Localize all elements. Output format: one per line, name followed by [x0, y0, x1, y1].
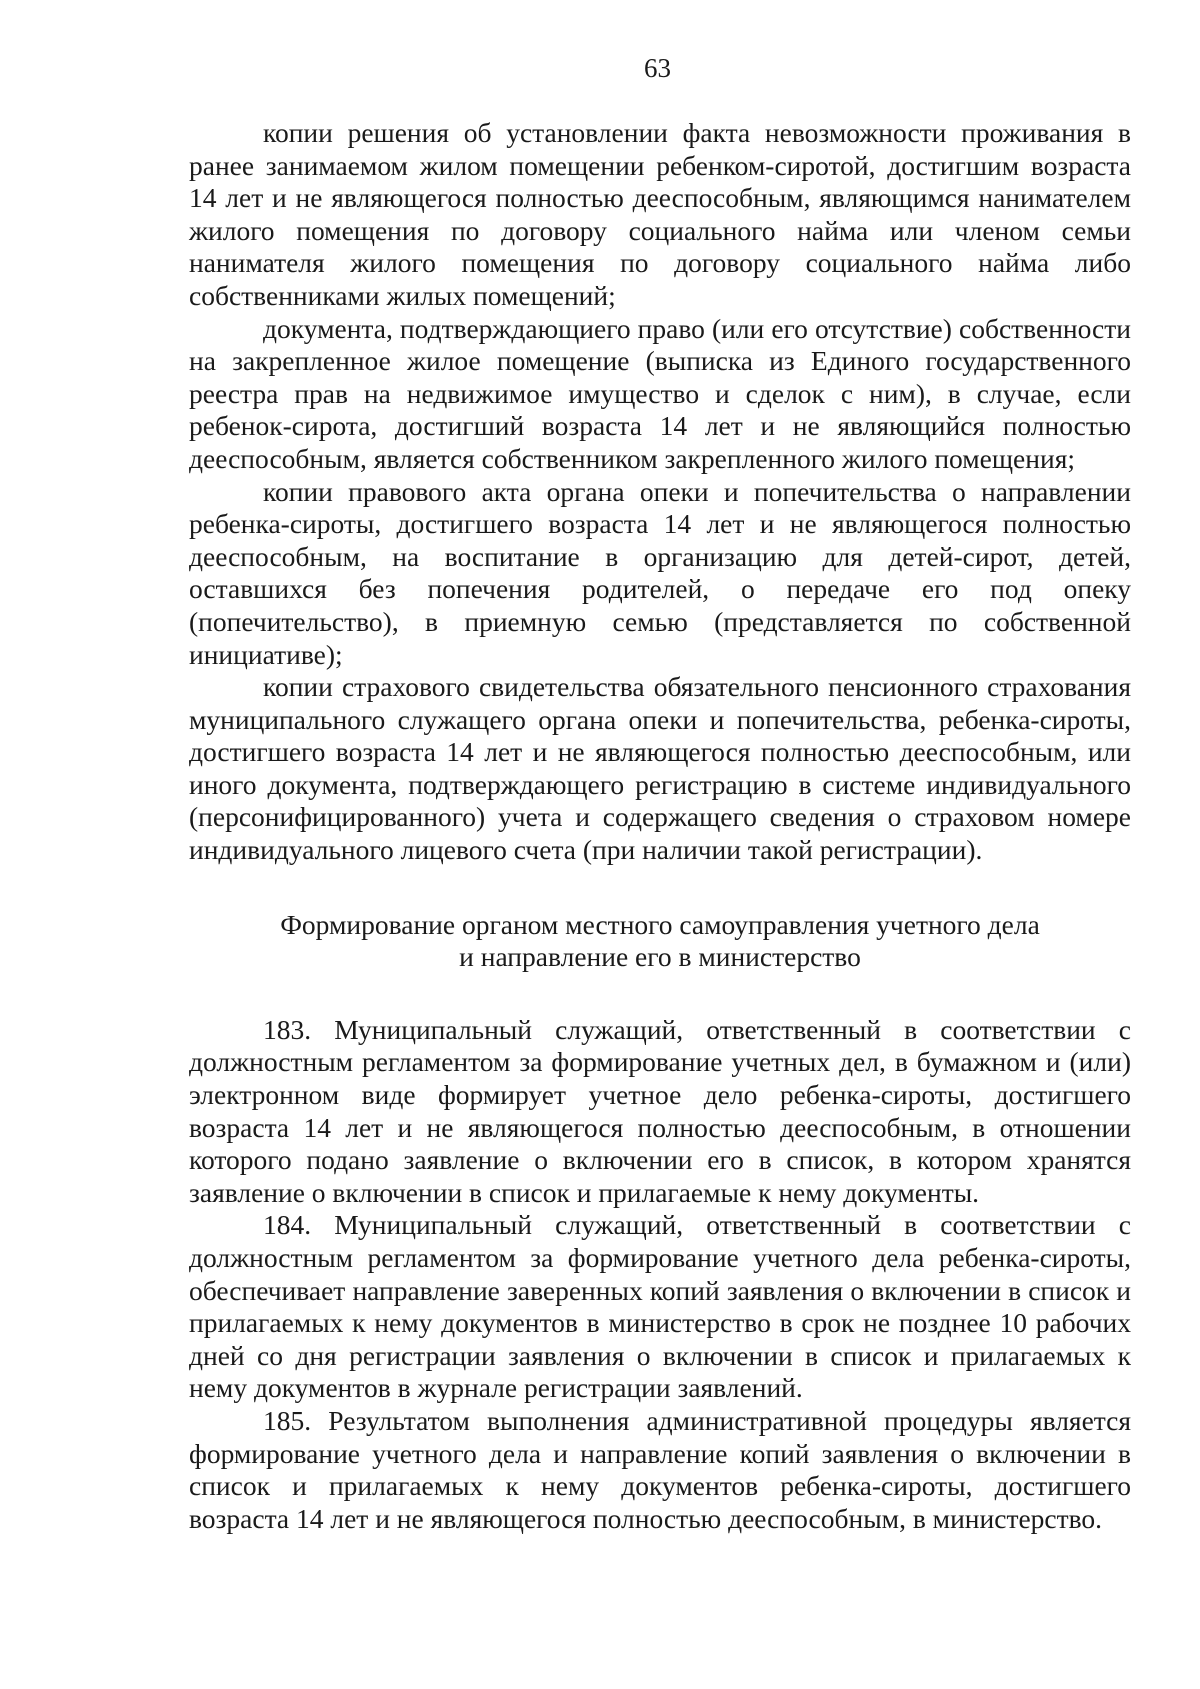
section-heading-line-2: и направление его в министерство — [459, 941, 861, 973]
paragraph-185: 185. Результатом выполнения административной процедуры является формирование учетного дела и направление копий заявления о включении в список и прилагаемых к нему документов ребенка-сироты, достигшего возраста 14 лет и не являющегося полностью дееспособным, в министерство. — [189, 1404, 1131, 1534]
section-heading — [189, 909, 1131, 974]
paragraph-decision-copy: копии решения об установлении факта невозможности проживания в ранее занимаемом жилом помещении ребенком-сиротой, достигшим возраста 14 лет и не являющегося полностью дееспособным, являющимся нанимателем жилого помещения по договору социального найма или членом семьи нанимателя жилого помещения по договору социального найма либо собственниками жилых помещений; — [189, 117, 1131, 311]
paragraph-insurance-certificate: копии страхового свидетельства обязательного пенсионного страхования муниципального служащего органа опеки и попечительства, ребенка-сироты, достигшего возраста 14 лет и не являющегося полностью дееспособным, или иного документа, подтверждающего регистрацию в системе индивидуального (персонифицированного) учета и содержащего сведения о страховом номере индивидуального лицевого счета (при наличии такой регистрации). — [189, 671, 1131, 866]
document-body — [189, 117, 1131, 1535]
section-heading-line-1: Формирование органом местного самоуправления учетного дела — [280, 908, 1040, 940]
paragraph-183: 183. Муниципальный служащий, ответственный в соответствии с должностным регламентом за формирование учетных дел, в бумажном и (или) электронном виде формирует учетное дело ребенка-сироты, достигшего возраста 14 лет и не являющегося полностью дееспособным, в отношении которого подано заявление о включении его в список, в котором хранятся заявление о включении в список и прилагаемые к нему документы. — [189, 1013, 1131, 1208]
paragraph-184: 184. Муниципальный служащий, ответственный в соответствии с должностным регламентом за формирование учетного дела ребенка-сироты, обеспечивает направление заверенных копий заявления о включении в список и прилагаемых к нему документов в министерство в срок не позднее 10 рабочих дней со дня регистрации заявления о включении в список и прилагаемых к нему документов в журнале регистрации заявлений. — [189, 1209, 1131, 1404]
page-number: 63 — [644, 53, 671, 83]
paragraph-guardianship-act: копии правового акта органа опеки и попечительства о направлении ребенка-сироты, достигшего возраста 14 лет и не являющегося полностью дееспособным, на воспитание в организацию для детей-сирот, детей, оставшихся без попечения родителей, о передаче его под опеку (попечительство), в приемную семью (представляется по собственной инициативе); — [189, 475, 1131, 670]
paragraph-ownership-document: документа, подтверждающиего право (или его отсутствие) собственности на закрепленное жилое помещение (выписка из Единого государственного реестра прав на недвижимое имущество и сделок с ним), в случае, если ребенок-сирота, достигший возраста 14 лет и не являющийся полностью дееспособным, является собственником закрепленного жилого помещения; — [189, 312, 1131, 474]
